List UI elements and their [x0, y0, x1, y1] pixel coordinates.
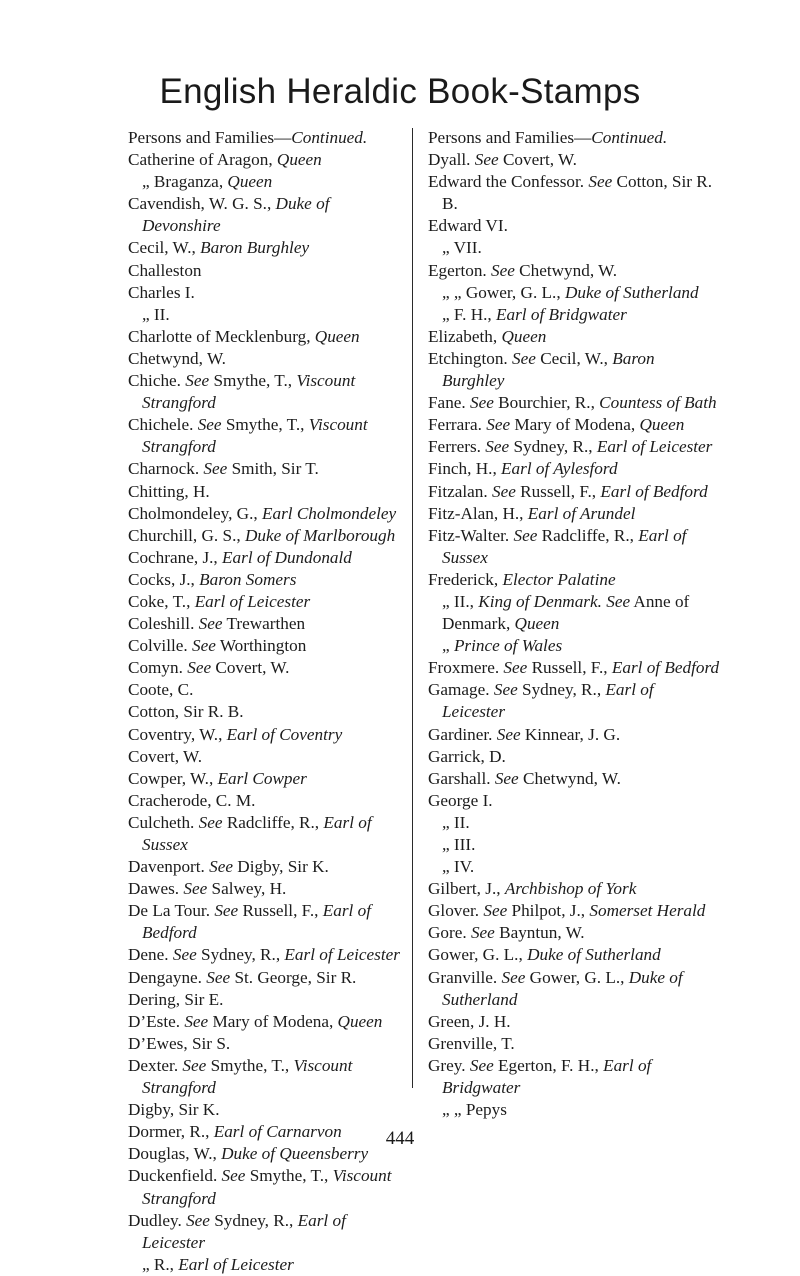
entry-text: Gower, G. L.,: [525, 967, 629, 987]
entry-text: St. George, Sir R.: [230, 967, 357, 987]
entry-italic-text: See: [206, 967, 231, 987]
entry-italic-text: Queen: [314, 326, 360, 346]
entry-italic-text: See: [209, 857, 233, 877]
index-entry: [128, 304, 400, 326]
entry-text: Worthington: [215, 636, 307, 656]
entry-text: Fitzalan.: [428, 481, 492, 501]
entry-text: Dene.: [128, 945, 173, 965]
index-entry: [428, 635, 720, 657]
entry-text: Catherine of Aragon,: [128, 150, 277, 170]
index-entry: [428, 900, 720, 922]
entry-text: Grey.: [428, 1055, 470, 1075]
entry-text: Russell, F.,: [238, 901, 323, 921]
entry-text: Finch, H.,: [428, 459, 502, 479]
index-entry: [128, 1055, 400, 1099]
entry-text: Fitz-Walter.: [428, 525, 514, 545]
entry-italic-text: Baron Burghley: [442, 348, 655, 391]
entry-text: Chiche.: [128, 371, 186, 391]
entry-text: Etchington.: [428, 348, 513, 368]
entry-text: „ II.: [442, 812, 470, 832]
entry-text: Ferrara.: [428, 415, 487, 435]
entry-text: „ „ Gower, G. L.,: [442, 282, 565, 302]
entry-text: Bourchier, R.,: [493, 393, 600, 413]
index-entry: [428, 171, 720, 215]
entry-text: Gardiner.: [428, 724, 497, 744]
entry-italic-text: See: [191, 636, 216, 656]
entry-text: Coke, T.,: [128, 591, 195, 611]
entry-italic-text: Earl of Bridgwater: [442, 1055, 652, 1098]
entry-italic-text: Earl of Bedford: [142, 901, 371, 943]
entry-italic-text: See: [197, 415, 222, 435]
index-entry: [128, 613, 400, 635]
entry-text: Radcliffe, R.,: [537, 525, 639, 545]
entry-text: Gamage.: [428, 680, 494, 700]
index-entry: [128, 967, 400, 989]
entry-italic-text: See: [513, 525, 538, 545]
entry-text: Egerton, F. H.,: [493, 1055, 604, 1075]
entry-italic-text: See: [493, 680, 518, 700]
column-heading: [428, 127, 720, 149]
index-entry: [128, 591, 400, 613]
index-entry: [428, 768, 720, 790]
entry-italic-text: Earl Cholmondeley: [261, 503, 397, 523]
column-heading: [128, 127, 400, 149]
entry-italic-text: See: [512, 348, 536, 368]
entry-italic-text: Somerset Herald: [589, 901, 706, 921]
entry-text: „: [442, 636, 454, 656]
index-entry: [128, 569, 400, 591]
index-entry: [128, 790, 400, 812]
entry-text: Smythe, T.,: [206, 1055, 294, 1075]
entry-text: Grenville, T.: [428, 1033, 515, 1053]
entry-text: Covert, W.: [211, 658, 290, 678]
entry-italic-text: Queen: [514, 614, 560, 634]
entry-text: Cotton, Sir R. B.: [442, 172, 713, 214]
entry-text: Garshall.: [428, 768, 495, 788]
entry-text: Churchill, G. S.,: [128, 525, 245, 545]
entry-text: Bayntun, W.: [494, 923, 585, 943]
entry-text: Charnock.: [128, 459, 204, 479]
entry-text: Digby, Sir K.: [233, 857, 329, 877]
index-entry: [428, 746, 720, 768]
entry-text: Dormer, R.,: [128, 1122, 214, 1142]
entry-italic-text: Viscount Strangford: [142, 415, 368, 457]
page-number: 444: [385, 1128, 415, 1149]
entry-text: Kinnear, J. G.: [520, 724, 621, 744]
entry-text: Cecil, W.,: [535, 348, 613, 368]
index-entry: [128, 326, 400, 348]
index-entry: [128, 547, 400, 569]
entry-text: Smythe, T.,: [209, 371, 297, 391]
entry-text: Dengayne.: [128, 967, 207, 987]
entry-italic-text: Earl Cowper: [217, 768, 307, 788]
index-entry: [128, 768, 400, 790]
index-entry: [428, 724, 720, 746]
entry-text: Charles I.: [128, 282, 195, 302]
index-entry: [428, 922, 720, 944]
entry-text: Radcliffe, R.,: [222, 812, 324, 832]
index-entry: [428, 591, 720, 635]
entry-text: Smith, Sir T.: [227, 459, 319, 479]
entry-italic-text: Earl of Aylesford: [501, 459, 618, 479]
entry-text: D’Este.: [128, 1011, 185, 1031]
index-entry: [428, 282, 720, 304]
entry-italic-text: See: [470, 923, 495, 943]
entry-italic-text: Viscount Strangford: [142, 1055, 353, 1098]
entry-italic-text: Earl of Sussex: [142, 812, 372, 854]
entry-italic-text: Earl of Leicester: [442, 680, 654, 722]
entry-text: Sydney, R.,: [196, 945, 285, 965]
entry-text: Coventry, W.,: [128, 724, 227, 744]
entry-italic-text: See: [182, 1055, 207, 1075]
entry-text: Cholmondeley, G.,: [128, 503, 262, 523]
index-entry: [128, 701, 400, 723]
index-entry: [428, 326, 720, 348]
index-entry: [128, 348, 400, 370]
index-entry: [428, 260, 720, 282]
entry-text: Granville.: [428, 967, 502, 987]
entry-text: „ F. H.,: [442, 304, 497, 324]
entry-text: Chetwynd, W.: [514, 260, 618, 280]
entry-text: „ VII.: [442, 238, 482, 258]
entry-italic-text: Duke of Marlborough: [244, 525, 396, 545]
entry-text: De La Tour.: [128, 901, 215, 921]
entry-text: Dawes.: [128, 879, 184, 899]
index-entry: [428, 304, 720, 326]
entry-text: Chitting, H.: [128, 481, 210, 501]
entry-text: Cavendish, W. G. S.,: [128, 194, 276, 214]
entry-text: Cecil, W.,: [128, 238, 201, 258]
index-entry: [128, 1165, 400, 1209]
index-entry: [128, 1011, 400, 1033]
entry-text: Cowper, W.,: [128, 768, 218, 788]
entry-text: Mary of Modena,: [510, 415, 640, 435]
index-entry: [128, 370, 400, 414]
entry-text: Challeston: [128, 260, 202, 280]
entry-text: Covert, W.: [128, 746, 203, 766]
index-entry: [128, 171, 400, 193]
entry-text: Digby, Sir K.: [128, 1100, 220, 1120]
entry-text: Edward VI.: [428, 216, 508, 236]
entry-italic-text: See: [474, 150, 499, 170]
index-entry: [428, 392, 720, 414]
entry-italic-text: Earl of Leicester: [596, 437, 713, 457]
entry-text: Smythe, T.,: [245, 1166, 333, 1186]
entry-text: Sydney, R.,: [517, 680, 606, 700]
index-entry: [428, 414, 720, 436]
entry-text: Mary of Modena,: [208, 1011, 338, 1031]
entry-text: Davenport.: [128, 857, 210, 877]
entry-italic-text: Earl of Sussex: [442, 525, 687, 567]
entry-text: Frederick,: [428, 569, 503, 589]
entry-text: Chichele.: [128, 415, 198, 435]
entry-text: Garrick, D.: [428, 746, 506, 766]
entry-italic-text: Earl of Carnarvon: [213, 1122, 342, 1142]
entry-text: Froxmere.: [428, 658, 504, 678]
entry-text: Fitz-Alan, H.,: [428, 503, 528, 523]
index-entry: [428, 525, 720, 569]
index-entry: [128, 878, 400, 900]
entry-text: Gilbert, J.,: [428, 879, 505, 899]
entry-text: George I.: [428, 790, 493, 810]
index-entry: [128, 812, 400, 856]
entry-text: Russell, F.,: [527, 658, 612, 678]
index-entry: [128, 193, 400, 237]
index-entry: [128, 944, 400, 966]
entry-italic-text: See: [501, 967, 526, 987]
index-column-right: [428, 127, 720, 1121]
index-entry: [128, 1099, 400, 1121]
index-entry: [428, 856, 720, 878]
entry-italic-text: See: [203, 459, 228, 479]
entry-italic-text: See: [494, 768, 519, 788]
index-entry: [428, 458, 720, 480]
index-entry: [128, 458, 400, 480]
entry-italic-text: See: [496, 724, 521, 744]
entry-text: Fane.: [428, 393, 471, 413]
index-entry: [428, 503, 720, 525]
index-entry: [128, 282, 400, 304]
index-entry: [128, 900, 400, 944]
index-entry: [128, 989, 400, 1011]
entry-text: Salwey, H.: [207, 879, 287, 899]
entry-text: Sydney, R.,: [209, 1210, 298, 1230]
entry-text: Green, J. H.: [428, 1011, 511, 1031]
entry-text: Gower, G. L.,: [428, 945, 528, 965]
index-entry: [128, 657, 400, 679]
entry-italic-text: Earl of Bedford: [611, 658, 720, 678]
entry-text: Cotton, Sir R. B.: [128, 702, 244, 722]
index-entry: [128, 1254, 400, 1276]
entry-text: Dyall.: [428, 150, 475, 170]
entry-text: Covert, W.: [498, 150, 577, 170]
index-entry: [428, 812, 720, 834]
index-entry: [128, 414, 400, 458]
index-entry: [428, 348, 720, 392]
entry-italic-text: Duke of Queensberry: [221, 1144, 369, 1164]
entry-text: Glover.: [428, 901, 484, 921]
index-entry: [428, 878, 720, 900]
entry-italic-text: Duke of Sutherland: [527, 945, 661, 965]
entry-italic-text: See: [187, 658, 212, 678]
index-entry: [428, 569, 720, 591]
entry-italic-text: King of Denmark.: [478, 591, 602, 611]
entry-italic-text: Earl of Bridgwater: [496, 304, 627, 324]
index-entry: [128, 1033, 400, 1055]
entry-text: Persons and Families—: [128, 128, 292, 147]
entry-italic-text: Earl of Leicester: [194, 591, 311, 611]
entry-italic-text: See: [198, 614, 223, 634]
entry-text: Duckenfield.: [128, 1166, 222, 1186]
index-entry: [128, 237, 400, 259]
entry-italic-text: Viscount Strangford: [142, 371, 356, 413]
entry-text: Chetwynd, W.: [518, 768, 621, 788]
entry-italic-text: See: [491, 481, 516, 501]
entry-text: Smythe, T.,: [221, 415, 309, 435]
entry-text: „ „ Pepys: [442, 1100, 507, 1120]
entry-italic-text: Earl of Bedford: [600, 481, 708, 501]
index-entry: [128, 746, 400, 768]
entry-text: Cracherode, C. M.: [128, 790, 256, 810]
index-entry: [428, 790, 720, 812]
entry-italic-text: Continued.: [291, 128, 368, 147]
index-entry: [128, 525, 400, 547]
entry-italic-text: See: [588, 172, 613, 192]
entry-italic-text: See: [221, 1166, 246, 1186]
entry-text: „ II.: [142, 304, 170, 324]
index-entry: [428, 657, 720, 679]
index-entry: [428, 481, 720, 503]
entry-italic-text: See: [606, 591, 631, 611]
entry-text: Elizabeth,: [428, 326, 502, 346]
entry-italic-text: See: [185, 371, 210, 391]
index-entry: [128, 856, 400, 878]
index-entry: [428, 149, 720, 171]
entry-italic-text: Duke of Sutherland: [564, 282, 699, 302]
index-entry: [428, 436, 720, 458]
index-entry: [128, 260, 400, 282]
entry-text: Cochrane, J.,: [128, 547, 223, 567]
entry-italic-text: Archbishop of York: [504, 879, 637, 899]
entry-text: „ IV.: [442, 857, 475, 877]
entry-text: Egerton.: [428, 260, 492, 280]
entry-italic-text: See: [184, 1011, 209, 1031]
entry-italic-text: Duke of Devonshire: [142, 194, 330, 236]
column-divider: [412, 128, 413, 1088]
index-entry: [428, 834, 720, 856]
index-entry: [428, 967, 720, 1011]
entry-italic-text: See: [172, 945, 197, 965]
entry-text: Comyn.: [128, 658, 188, 678]
entry-text: Coote, C.: [128, 680, 194, 700]
entry-text: Culcheth.: [128, 812, 199, 832]
index-entry: [128, 635, 400, 657]
entry-text: Cocks, J.,: [128, 569, 200, 589]
entry-italic-text: Queen: [276, 150, 322, 170]
entry-text: „ III.: [442, 835, 476, 854]
entry-italic-text: See: [198, 812, 223, 832]
index-column-left: [128, 127, 400, 1276]
entry-italic-text: See: [503, 658, 528, 678]
entry-italic-text: Earl of Leicester: [142, 1210, 346, 1252]
index-entry: [428, 1055, 720, 1099]
entry-italic-text: Elector Palatine: [502, 569, 616, 589]
entry-italic-text: See: [469, 1055, 494, 1075]
entry-italic-text: Earl of Dundonald: [222, 547, 352, 567]
index-entry: [428, 1011, 720, 1033]
entry-text: Dudley.: [128, 1210, 187, 1230]
entry-italic-text: See: [183, 879, 208, 899]
entry-italic-text: See: [486, 415, 511, 435]
entry-italic-text: See: [485, 437, 510, 457]
entry-text: Edward the Confessor.: [428, 172, 589, 192]
entry-italic-text: See: [491, 260, 515, 280]
entry-italic-text: Baron Somers: [199, 569, 297, 589]
entry-italic-text: Duke of Sutherland: [442, 967, 683, 1009]
entry-text: Sydney, R.,: [509, 437, 597, 457]
entry-text: Coleshill.: [128, 614, 199, 634]
index-entry: [428, 944, 720, 966]
entry-text: Anne of Denmark,: [442, 591, 690, 634]
entry-italic-text: Queen: [227, 172, 273, 192]
index-entry: [128, 481, 400, 503]
index-entry: [428, 237, 720, 259]
entry-italic-text: Queen: [639, 415, 685, 435]
entry-italic-text: See: [470, 393, 494, 413]
index-entry: [128, 149, 400, 171]
entry-text: D’Ewes, Sir S.: [128, 1033, 231, 1053]
entry-text: Dering, Sir E.: [128, 989, 224, 1009]
entry-text: Russell, F.,: [515, 481, 601, 501]
entry-italic-text: Countess of Bath: [599, 393, 717, 413]
index-entry: [128, 679, 400, 701]
page-title: English Heraldic Book-Stamps: [159, 72, 641, 111]
entry-italic-text: Queen: [337, 1011, 383, 1031]
entry-text: „ II.,: [442, 591, 479, 611]
entry-italic-text: Earl of Arundel: [527, 503, 636, 523]
entry-text: Dexter.: [128, 1055, 183, 1075]
entry-italic-text: See: [483, 901, 508, 921]
entry-text: Gore.: [428, 923, 471, 943]
entry-italic-text: See: [214, 901, 239, 921]
entry-italic-text: Earl of Coventry: [226, 724, 343, 744]
index-entry: [128, 1210, 400, 1254]
index-entry: [428, 1033, 720, 1055]
entry-italic-text: Continued.: [591, 128, 668, 147]
index-entry: [128, 503, 400, 525]
entry-italic-text: See: [186, 1210, 210, 1230]
index-entry: [428, 679, 720, 723]
entry-italic-text: Queen: [501, 326, 547, 346]
index-entry: [428, 1099, 720, 1121]
entry-italic-text: Earl of Leicester: [284, 945, 400, 965]
entry-text: „ R.,: [142, 1254, 179, 1274]
entry-text: Chetwynd, W.: [128, 348, 226, 368]
entry-text: Colville.: [128, 636, 192, 656]
entry-text: Trewarthen: [222, 614, 306, 634]
index-entry: [428, 215, 720, 237]
entry-italic-text: Baron Burghley: [200, 238, 310, 258]
entry-text: Douglas, W.,: [128, 1144, 222, 1164]
entry-italic-text: Viscount Strangford: [142, 1166, 392, 1208]
entry-text: Philpot, J.,: [507, 901, 590, 921]
entry-italic-text: Earl of Leicester: [178, 1254, 294, 1274]
entry-text: Charlotte of Mecklenburg,: [128, 326, 315, 346]
entry-text: „ Braganza,: [142, 172, 228, 192]
entry-italic-text: Prince of Wales: [453, 636, 563, 656]
entry-text: Persons and Families—: [428, 128, 592, 147]
index-entry: [128, 724, 400, 746]
entry-text: Ferrers.: [428, 437, 486, 457]
